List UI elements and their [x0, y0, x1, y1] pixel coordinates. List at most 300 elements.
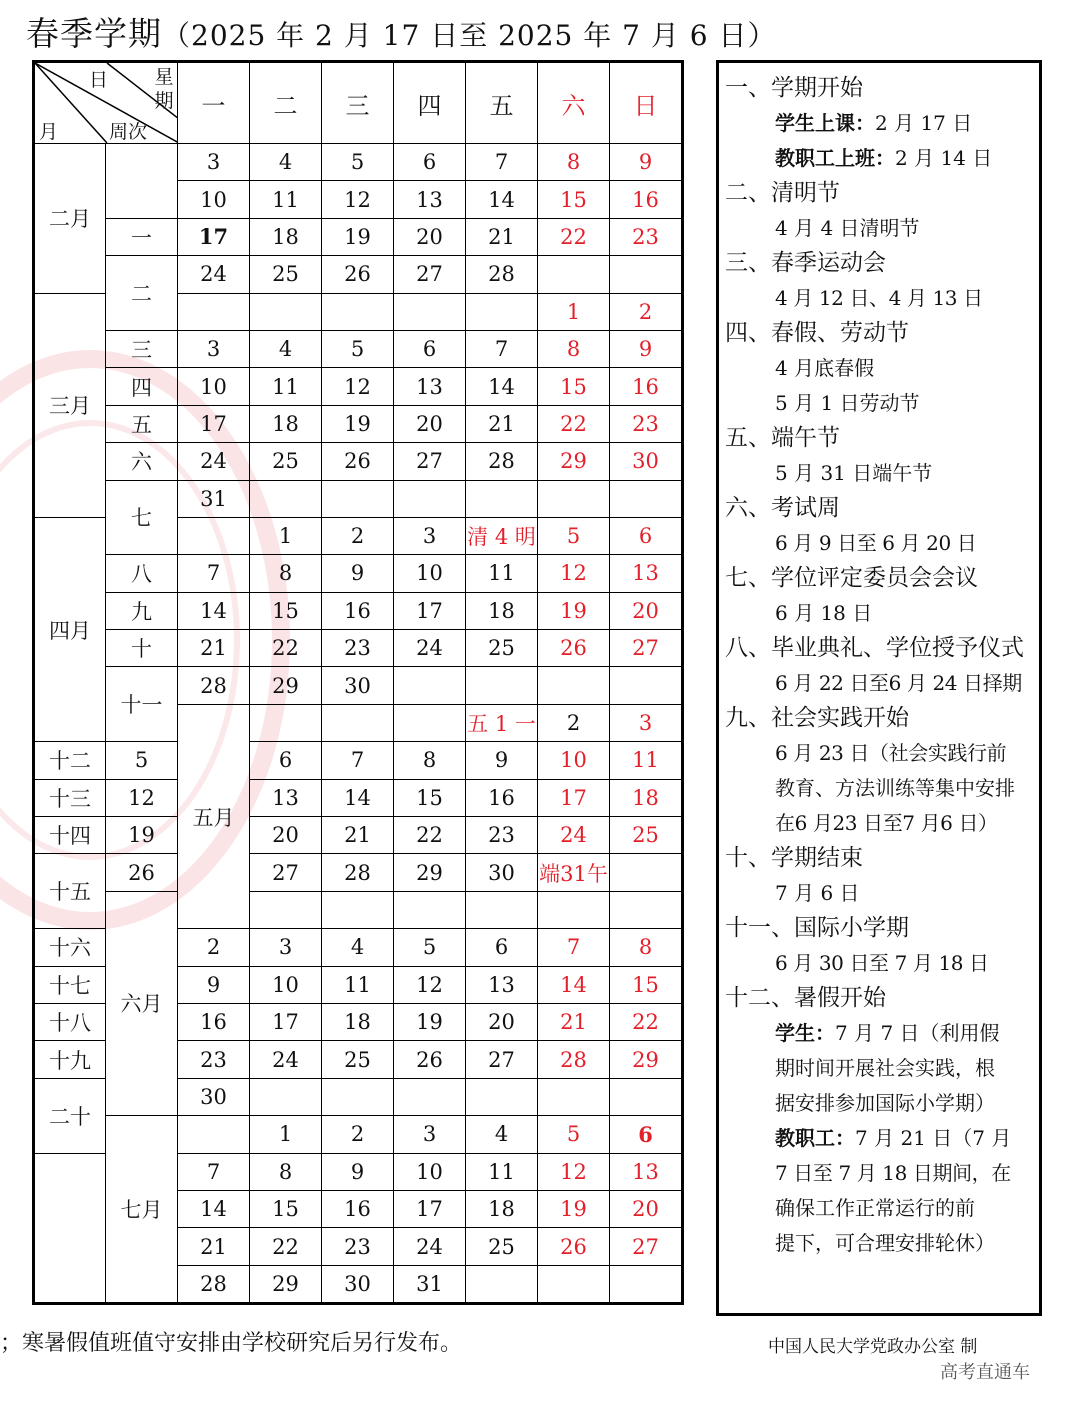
note-line-label: 学生上课： [775, 111, 875, 135]
day-cell [610, 667, 682, 704]
month-label: 七月 [106, 1116, 178, 1304]
day-cell: 24 [394, 630, 466, 667]
day-cell: 6 [250, 742, 322, 779]
note-line [725, 211, 1039, 246]
note-line-label: 学生： [775, 1021, 835, 1045]
note-line-text: 期时间开展社会实践，根 [775, 1056, 995, 1080]
week-number [106, 144, 178, 219]
day-cell: 28 [466, 256, 538, 293]
day-cell: 25 [250, 256, 322, 293]
calendar-row [34, 330, 683, 367]
day-cell [394, 891, 466, 928]
week-number: 九 [106, 592, 178, 629]
day-cell: 5 [538, 1116, 610, 1153]
day-cell [394, 480, 466, 517]
day-cell: 10 [178, 181, 250, 218]
day-cell [466, 891, 538, 928]
day-cell [538, 480, 610, 517]
day-cell: 27 [250, 854, 322, 891]
day-cell: 6 [394, 144, 466, 181]
day-cell: 4 [250, 144, 322, 181]
day-cell: 14 [178, 1190, 250, 1227]
day-cell [250, 891, 322, 928]
day-cell: 20 [250, 817, 322, 854]
week-number: 十六 [34, 929, 106, 966]
day-cell: 15 [610, 966, 682, 1003]
day-cell: 21 [538, 1003, 610, 1040]
note-line [725, 281, 1039, 316]
day-cell [250, 480, 322, 517]
day-cell [466, 1078, 538, 1115]
calendar-row [34, 218, 683, 255]
day-cell: 28 [538, 1041, 610, 1078]
corner-weekday-label: 星期 [154, 66, 174, 112]
weekday-header: 二 [250, 62, 322, 144]
day-cell: 3 [250, 929, 322, 966]
calendar-row [34, 555, 683, 592]
day-cell: 8 [538, 144, 610, 181]
note-heading: 四、春假、劳动节 [725, 320, 909, 346]
note-line [725, 1121, 1039, 1156]
day-cell: 19 [106, 817, 178, 854]
week-number: 十四 [34, 817, 106, 854]
day-cell: 28 [178, 1265, 250, 1303]
day-cell: 3 [394, 1116, 466, 1153]
note-heading: 一、学期开始 [725, 75, 863, 101]
week-number: 十一 [106, 667, 178, 742]
day-cell: 24 [394, 1228, 466, 1265]
calendar-row [34, 405, 683, 442]
note-line [725, 736, 1039, 771]
day-cell [394, 704, 466, 741]
day-cell [538, 1078, 610, 1115]
day-cell: 2 [610, 293, 682, 330]
day-cell: 23 [610, 218, 682, 255]
day-cell: 10 [250, 966, 322, 1003]
weekday-header: 五 [466, 62, 538, 144]
day-cell: 20 [610, 1190, 682, 1227]
note-line-text: 2 月 17 日 [875, 111, 973, 135]
week-number: 四 [106, 368, 178, 405]
day-cell: 31 [394, 1265, 466, 1303]
week-number: 三 [106, 330, 178, 367]
day-cell: 13 [394, 181, 466, 218]
day-cell: 25 [466, 1228, 538, 1265]
day-cell: 15 [538, 368, 610, 405]
day-cell: 22 [250, 630, 322, 667]
day-cell: 23 [322, 630, 394, 667]
day-cell: 9 [466, 742, 538, 779]
week-number: 一 [106, 218, 178, 255]
day-cell: 11 [466, 555, 538, 592]
note-line-text: 7 日至 7 月 18 日期间，在 [775, 1161, 1011, 1185]
note-line-label: 教职工： [775, 1126, 855, 1150]
day-cell: 25 [322, 1041, 394, 1078]
page-title [26, 8, 777, 55]
note-line [725, 456, 1039, 491]
calendar-row [34, 630, 683, 667]
note-line [725, 1191, 1039, 1226]
day-cell: 23 [322, 1228, 394, 1265]
day-cell: 17 [538, 779, 610, 816]
day-cell: 29 [394, 854, 466, 891]
day-cell [610, 891, 682, 928]
note-line-text: 6 月 22 日至6 月 24 日择期 [775, 671, 1022, 695]
note-line [725, 526, 1039, 561]
week-number: 十二 [34, 742, 106, 779]
day-cell: 8 [394, 742, 466, 779]
day-cell: 16 [610, 181, 682, 218]
day-cell: 2 [322, 517, 394, 554]
week-number: 十 [106, 630, 178, 667]
week-number: 十七 [34, 966, 106, 1003]
day-cell: 28 [322, 854, 394, 891]
day-cell [610, 480, 682, 517]
month-label: 六月 [106, 891, 178, 1115]
day-cell: 26 [322, 443, 394, 480]
day-cell [610, 1078, 682, 1115]
day-cell: 22 [250, 1228, 322, 1265]
day-cell: 15 [250, 592, 322, 629]
month-label: 二月 [34, 144, 106, 294]
day-cell: 18 [466, 1190, 538, 1227]
week-number: 七 [106, 480, 178, 555]
day-cell: 3 [610, 704, 682, 741]
note-line-text: 7 月 6 日 [775, 881, 860, 905]
day-cell [250, 1078, 322, 1115]
month-label: 四月 [34, 517, 106, 741]
day-cell: 2 [178, 929, 250, 966]
note-heading: 十一、国际小学期 [725, 915, 909, 941]
day-cell: 30 [322, 1265, 394, 1303]
day-cell: 14 [322, 779, 394, 816]
day-cell [394, 293, 466, 330]
calendar-row [34, 368, 683, 405]
note-line-text: 5 月 31 日端午节 [775, 461, 933, 485]
note-line-text: 2 月 14 日 [895, 146, 993, 170]
note-line-text: 4 月 12 日、4 月 13 日 [775, 286, 983, 310]
day-cell: 17 [178, 218, 250, 255]
day-cell: 30 [178, 1078, 250, 1115]
day-cell: 24 [178, 443, 250, 480]
day-cell: 1 [538, 293, 610, 330]
week-number [34, 1153, 106, 1304]
weekday-header: 一 [178, 62, 250, 144]
day-cell: 17 [394, 1190, 466, 1227]
day-cell: 10 [538, 742, 610, 779]
day-cell: 24 [250, 1041, 322, 1078]
note-line-text: 在6 月23 日至7 月6 日） [775, 811, 998, 835]
day-cell: 端31午 [538, 854, 610, 891]
day-cell: 5 [322, 144, 394, 181]
day-cell: 5 [322, 330, 394, 367]
day-cell: 五 1 一 [466, 704, 538, 741]
watermark-text: 高考直通车 [940, 1362, 1030, 1383]
day-cell: 20 [466, 1003, 538, 1040]
day-cell: 17 [178, 405, 250, 442]
calendar-row [34, 817, 683, 854]
day-cell: 19 [538, 592, 610, 629]
day-cell: 24 [538, 817, 610, 854]
day-cell: 23 [466, 817, 538, 854]
day-cell [322, 1078, 394, 1115]
note-line [725, 1156, 1039, 1191]
day-cell: 8 [538, 330, 610, 367]
day-cell: 24 [178, 256, 250, 293]
corner-week-label: 周次 [109, 121, 148, 143]
day-cell: 3 [178, 330, 250, 367]
day-cell: 16 [322, 592, 394, 629]
day-cell [466, 1265, 538, 1303]
day-cell: 3 [394, 517, 466, 554]
day-cell: 26 [538, 630, 610, 667]
day-cell: 12 [538, 555, 610, 592]
note-heading: 九、社会实践开始 [725, 705, 909, 731]
day-cell: 8 [250, 555, 322, 592]
day-cell: 23 [178, 1041, 250, 1078]
day-cell [466, 667, 538, 704]
note-heading: 十二、暑假开始 [725, 985, 886, 1011]
day-cell [178, 1116, 250, 1153]
day-cell: 7 [322, 742, 394, 779]
day-cell: 13 [250, 779, 322, 816]
day-cell [682, 704, 683, 741]
day-cell: 1 [250, 1116, 322, 1153]
day-cell: 6 [466, 929, 538, 966]
day-cell [538, 256, 610, 293]
day-cell: 22 [538, 405, 610, 442]
day-cell: 7 [466, 330, 538, 367]
day-cell: 13 [466, 966, 538, 1003]
note-line-label: 教职工上班： [775, 146, 895, 170]
day-cell: 7 [178, 1153, 250, 1190]
day-cell: 14 [178, 592, 250, 629]
note-line-text: 6 月 18 日 [775, 601, 873, 625]
week-number: 八 [106, 555, 178, 592]
day-cell: 29 [610, 1041, 682, 1078]
note-heading: 六、考试周 [725, 495, 840, 521]
corner-month-label: 月 [39, 121, 59, 143]
day-cell: 26 [322, 256, 394, 293]
day-cell: 5 [106, 742, 178, 779]
note-line-text: 提下，可合理安排轮休） [775, 1231, 995, 1255]
day-cell: 8 [250, 1153, 322, 1190]
day-cell: 22 [538, 218, 610, 255]
day-cell: 9 [178, 966, 250, 1003]
month-label: 三月 [34, 293, 106, 517]
weekday-header: 四 [394, 62, 466, 144]
day-cell: 7 [178, 555, 250, 592]
day-cell: 15 [394, 779, 466, 816]
weekday-header: 六 [538, 62, 610, 144]
note-heading: 七、学位评定委员会会议 [725, 565, 978, 591]
day-cell: 12 [322, 181, 394, 218]
day-cell [394, 667, 466, 704]
title-date-range: （2025 年 2 月 17 日至 2025 年 7 月 6 日） [162, 19, 777, 52]
day-cell: 22 [610, 1003, 682, 1040]
day-cell: 14 [538, 966, 610, 1003]
calendar-row [34, 854, 683, 891]
day-cell: 4 [466, 1116, 538, 1153]
day-cell: 1 [250, 517, 322, 554]
day-cell: 19 [538, 1190, 610, 1227]
day-cell [250, 293, 322, 330]
day-cell: 5 [538, 517, 610, 554]
note-line [725, 351, 1039, 386]
calendar-row [34, 256, 683, 293]
calendar-table [32, 60, 684, 1305]
day-cell: 12 [322, 368, 394, 405]
note-line [725, 1016, 1039, 1051]
day-cell: 11 [250, 368, 322, 405]
note-line [725, 1086, 1039, 1121]
day-cell [610, 1265, 682, 1303]
day-cell: 28 [466, 443, 538, 480]
issuing-office: 中国人民大学党政办公室 制 [768, 1337, 978, 1357]
calendar-row [34, 667, 683, 704]
day-cell [394, 1078, 466, 1115]
day-cell: 27 [466, 1041, 538, 1078]
corner-day-label: 日 [89, 69, 109, 91]
note-line-text: 7 月 7 日（利用假 [835, 1021, 1000, 1045]
day-cell: 12 [538, 1153, 610, 1190]
day-cell: 3 [178, 144, 250, 181]
day-cell: 25 [250, 443, 322, 480]
day-cell: 10 [178, 368, 250, 405]
day-cell: 21 [178, 630, 250, 667]
day-cell: 19 [322, 405, 394, 442]
weekday-header: 三 [322, 62, 394, 144]
day-cell [610, 854, 682, 891]
day-cell: 9 [322, 1153, 394, 1190]
day-cell: 28 [178, 667, 250, 704]
week-number: 六 [106, 443, 178, 480]
day-cell: 19 [322, 218, 394, 255]
day-cell: 10 [394, 1153, 466, 1190]
day-cell: 11 [466, 1153, 538, 1190]
day-cell: 14 [466, 368, 538, 405]
day-cell: 12 [106, 779, 178, 816]
week-number: 五 [106, 405, 178, 442]
day-cell: 9 [610, 330, 682, 367]
day-cell: 31 [178, 480, 250, 517]
note-heading: 三、春季运动会 [725, 250, 886, 276]
day-cell: 9 [322, 555, 394, 592]
note-line-text: 4 月底春假 [775, 356, 875, 380]
day-cell: 25 [610, 817, 682, 854]
day-cell [322, 480, 394, 517]
day-cell: 20 [394, 218, 466, 255]
day-cell: 16 [178, 1003, 250, 1040]
day-cell: 29 [250, 1265, 322, 1303]
day-cell: 17 [250, 1003, 322, 1040]
day-cell: 26 [106, 854, 178, 891]
note-line [725, 596, 1039, 631]
week-number: 二十 [34, 1078, 106, 1153]
day-cell [178, 517, 250, 554]
day-cell: 21 [466, 405, 538, 442]
day-cell: 11 [322, 966, 394, 1003]
day-cell: 18 [610, 779, 682, 816]
note-line-text: 6 月 9 日至 6 月 20 日 [775, 531, 977, 555]
calendar-row [34, 1116, 683, 1153]
day-cell: 22 [394, 817, 466, 854]
day-cell [322, 293, 394, 330]
day-cell: 30 [610, 443, 682, 480]
week-number: 二 [106, 256, 178, 331]
note-heading: 十、学期结束 [725, 845, 863, 871]
day-cell: 清 4 明 [466, 517, 538, 554]
calendar-row [34, 443, 683, 480]
day-cell: 29 [250, 667, 322, 704]
day-cell: 8 [610, 929, 682, 966]
day-cell: 15 [250, 1190, 322, 1227]
month-label: 五月 [178, 704, 250, 928]
day-cell [538, 891, 610, 928]
note-line-text: 6 月 30 日至 7 月 18 日 [775, 951, 989, 975]
day-cell: 5 [394, 929, 466, 966]
calendar-row [34, 144, 683, 181]
note-heading: 八、毕业典礼、学位授予仪式 [725, 635, 1024, 661]
calendar-row [34, 592, 683, 629]
day-cell: 20 [610, 592, 682, 629]
day-cell: 6 [394, 330, 466, 367]
day-cell: 21 [322, 817, 394, 854]
title-main: 春季学期 [26, 14, 162, 53]
day-cell: 16 [466, 779, 538, 816]
day-cell: 26 [538, 1228, 610, 1265]
day-cell: 4 [250, 330, 322, 367]
note-line [725, 876, 1039, 911]
note-line-text: 确保工作正常运行的前 [775, 1196, 975, 1220]
day-cell [466, 293, 538, 330]
day-cell: 12 [394, 966, 466, 1003]
note-line-text: 教育、方法训练等集中安排 [775, 776, 1015, 800]
day-cell: 18 [322, 1003, 394, 1040]
day-cell: 13 [610, 1153, 682, 1190]
day-cell: 15 [538, 181, 610, 218]
day-cell: 13 [610, 555, 682, 592]
note-line-text: 5 月 1 日劳动节 [775, 391, 920, 415]
note-line [725, 806, 1039, 841]
week-number: 十三 [34, 779, 106, 816]
footnote: ；寒暑假值班值守安排由学校研究后另行发布。 [0, 1331, 463, 1356]
day-cell: 16 [322, 1190, 394, 1227]
day-cell: 16 [610, 368, 682, 405]
calendar-row [34, 891, 683, 928]
day-cell: 27 [610, 1228, 682, 1265]
calendar-row [34, 742, 683, 779]
day-cell [178, 293, 250, 330]
day-cell: 10 [394, 555, 466, 592]
day-cell: 11 [250, 181, 322, 218]
day-cell: 19 [394, 1003, 466, 1040]
day-cell: 17 [394, 592, 466, 629]
day-cell: 14 [466, 181, 538, 218]
day-cell: 27 [394, 443, 466, 480]
day-cell: 20 [394, 405, 466, 442]
header-row [34, 62, 683, 144]
note-line [725, 141, 1039, 176]
day-cell [610, 256, 682, 293]
note-line [725, 771, 1039, 806]
day-cell: 29 [538, 443, 610, 480]
note-line-text: 据安排参加国际小学期） [775, 1091, 995, 1115]
note-heading: 五、端午节 [725, 425, 840, 451]
day-cell [250, 704, 322, 741]
note-line-text: 6 月 23 日（社会实践行前 [775, 741, 1007, 765]
day-cell: 4 [322, 929, 394, 966]
